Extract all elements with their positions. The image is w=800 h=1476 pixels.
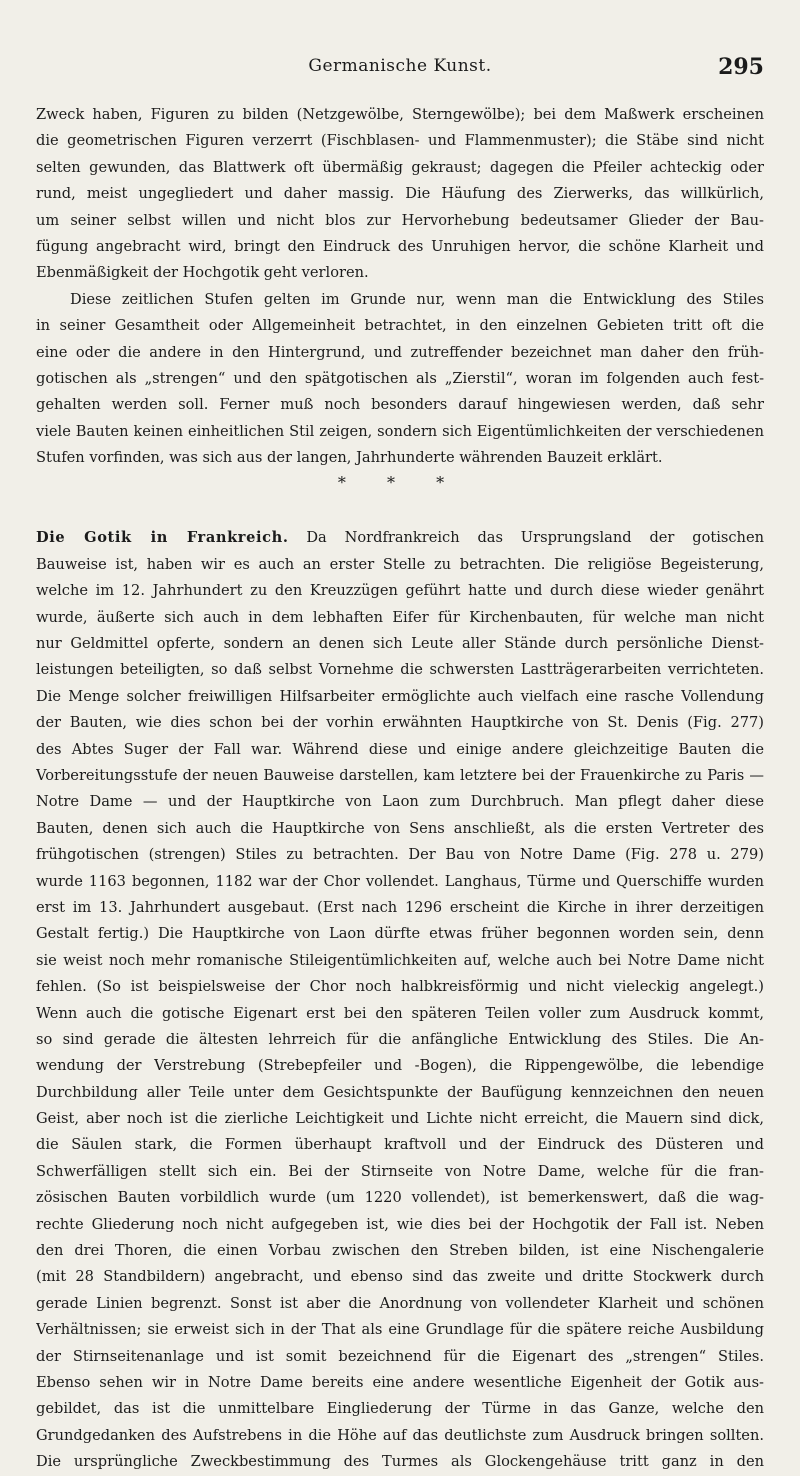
paragraph-3-line: fehlen. (So ist beispielsweise der Chor noch halbkreisförmig und nicht vieleckig angelegt.) (36, 978, 764, 996)
paragraph-2-line: viele Bauten keinen einheitlichen Stil zeigen, sondern sich Eigentümlichkeiten der verschiedenen (36, 422, 764, 440)
section-heading: Die Gotik in Frankreich. (36, 529, 289, 547)
paragraph-1-line: Ebenmäßigkeit der Hochgotik geht verloren. (36, 264, 369, 282)
paragraph-2-line: eine oder die andere in den Hintergrund, und zutreffender bezeichnet man daher den früh- (36, 343, 764, 361)
paragraph-1-line: selten gewunden, das Blattwerk oft übermäßig gekraust; dagegen die Pfeiler achteckig oder (36, 158, 764, 176)
paragraph-3-line: (mit 28 Standbildern) angebracht, und ebenso sind das zweite und dritte Stockwerk durch (36, 1268, 764, 1286)
paragraph-1-line: um seiner selbst willen und nicht blos zur Hervorhebung bedeutsamer Glieder der Bau- (36, 211, 764, 229)
paragraph-3-line: den drei Thoren, die einen Vorbau zwischen den Streben bilden, ist eine Nischengalerie (36, 1242, 764, 1260)
paragraph-3-line: gebildet, das ist die unmittelbare Eingliederung der Türme in das Ganze, welche den (36, 1400, 764, 1418)
page-body (36, 102, 764, 1476)
paragraph-1-line: rund, meist ungegliedert und daher massig. Die Häufung des Zierwerks, das willkürlich, (36, 185, 764, 203)
paragraph-2-line: Diese zeitlichen Stufen gelten im Grunde nur, wenn man die Entwicklung des Stiles (70, 290, 764, 308)
section-separator-gap (36, 471, 764, 525)
paragraph-3-line: zösischen Bauten vorbildlich wurde (um 1220 vollendet), ist bemerkenswert, daß die wag- (36, 1189, 764, 1207)
paragraph-3-line: Die ursprüngliche Zweckbestimmung des Turmes als Glockengehäuse tritt ganz in den (36, 1453, 764, 1471)
paragraph-3-line: nur Geldmittel opferte, sondern an denen sich Leute aller Stände durch persönliche Dienst- (36, 635, 764, 653)
page-number: 295 (718, 54, 764, 80)
paragraph-1-line: fügung angebracht wird, bringt den Eindruck des Unruhigen hervor, die schöne Klarheit und (36, 237, 764, 255)
paragraph-3-line: Die Menge solcher freiwilligen Hilfsarbeiter ermöglichte auch vielfach eine rasche Vollendung (36, 687, 764, 705)
paragraph-3-line: gerade Linien begrenzt. Sonst ist aber die Anordnung von vollendeter Klarheit und schönen (36, 1294, 764, 1312)
paragraph-3 (36, 552, 764, 1476)
paragraph-3-line: wurde, äußerte sich auch in dem lebhaften Eifer für Kirchenbauten, für welche man nicht (36, 608, 764, 626)
paragraph-3-line (36, 525, 764, 551)
paragraph-3-line: des Abtes Suger der Fall war. Während diese und einige andere gleichzeitige Bauten die (36, 740, 764, 758)
paragraph-3-line: wurde 1163 begonnen, 1182 war der Chor vollendet. Langhaus, Türme und Querschiffe wurden (36, 872, 764, 890)
paragraph-1-line: Zweck haben, Figuren zu bilden (Netzgewölbe, Sterngewölbe); bei dem Maßwerk erscheinen (36, 106, 764, 123)
paragraph-3-line: leistungen beteiligten, so daß selbst Vornehme die schwersten Lastträgerarbeiten verrichteten. (36, 661, 764, 679)
paragraph-3-line: erst im 13. Jahrhundert ausgebaut. (Erst nach 1296 erscheint die Kirche in ihrer derzeitigen (36, 898, 764, 916)
paragraph-3-line: rechte Gliederung noch nicht aufgegeben ist, wie dies bei der Hochgotik der Fall ist. Neben (36, 1215, 764, 1233)
paragraph-3-line: der Bauten, wie dies schon bei der vorhin erwähnten Hauptkirche von St. Denis (Fig. 277) (36, 714, 764, 732)
paragraph-3-line: die Säulen stark, die Formen überhaupt kraftvoll und der Eindruck des Düsteren und (36, 1136, 764, 1154)
paragraph-3-line: Verhältnissen; sie erweist sich in der That als eine Grundlage für die spätere reiche Ausbildung (36, 1321, 764, 1339)
paragraph-3-line: frühgotischen (strengen) Stiles zu betrachten. Der Bau von Notre Dame (Fig. 278 u. 279) (36, 846, 764, 864)
paragraph-3-line: Ebenso sehen wir in Notre Dame bereits eine andere wesentliche Eigenheit der Gotik aus- (36, 1373, 764, 1391)
paragraph-2-line: gotischen als „strengen“ und den spätgotischen als „Zierstil“, woran im folgenden auch fest- (36, 369, 764, 387)
paragraph-3-first-line-text: Da Nordfrankreich das Ursprungsland der gotischen (288, 529, 764, 547)
paragraph-3-line: Gestalt fertig.) Die Hauptkirche von Laon dürfte etwas früher begonnen worden sein, denn (36, 925, 764, 943)
paragraph-2 (36, 287, 764, 472)
paragraph-3-line: Wenn auch die gotische Eigenart erst bei den späteren Teilen voller zum Ausdruck kommt, (36, 1004, 764, 1022)
paragraph-3-line: welche im 12. Jahrhundert zu den Kreuzzügen geführt hatte und durch diese wieder genährt (36, 582, 764, 600)
paragraph-3-line: Schwerfälligen stellt sich ein. Bei der Stirnseite von Notre Dame, welche für die fran- (36, 1162, 764, 1180)
paragraph-1 (36, 102, 764, 287)
paragraph-1-line: die geometrischen Figuren verzerrt (Fischblasen- und Flammenmuster); die Stäbe sind nicht (36, 132, 764, 150)
paragraph-3-line: Notre Dame — und der Hauptkirche von Laon zum Durchbruch. Man pflegt daher diese (36, 793, 764, 811)
paragraph-3-line: der Stirnseitenanlage und ist somit bezeichnend für die Eigenart des „strengen“ Stiles. (36, 1347, 764, 1365)
paragraph-2-line: gehalten werden soll. Ferner muß noch besonders darauf hingewiesen werden, daß sehr (36, 396, 764, 414)
paragraph-3-line: so sind gerade die ältesten lehrreich für die anfängliche Entwicklung des Stiles. Die An- (36, 1030, 764, 1048)
paragraph-3-line: Durchbildung aller Teile unter dem Gesichtspunkte der Baufügung kennzeichnen den neuen (36, 1083, 764, 1101)
paragraph-3-line: Bauweise ist, haben wir es auch an erster Stelle zu betrachten. Die religiöse Begeisterung, (36, 555, 764, 573)
paragraph-3-line: Bauten, denen sich auch die Hauptkirche von Sens anschließt, als die ersten Vertreter des (36, 819, 764, 837)
paragraph-3-line: Vorbereitungsstufe der neuen Bauweise darstellen, kam letztere bei der Frauenkirche zu Paris — (36, 766, 764, 784)
page-header (0, 44, 800, 84)
paragraph-2-line: Stufen vorfinden, was sich aus der langen, Jahrhunderte währenden Bauzeit erklärt. (36, 449, 663, 467)
paragraph-3-line: wendung der Verstrebung (Strebepfeiler und -Bogen), die Rippengewölbe, die lebendige (36, 1057, 764, 1075)
paragraph-3-line: Grundgedanken des Aufstrebens in die Höhe auf das deutlichste zum Ausdruck bringen sollten. (36, 1426, 764, 1444)
section-separator: * * * (337, 473, 463, 493)
paragraph-2-line: in seiner Gesamtheit oder Allgemeinheit betrachtet, in den einzelnen Gebieten tritt oft die (36, 317, 764, 335)
running-title: Germanische Kunst. (308, 56, 492, 76)
paragraph-3-line: Geist, aber noch ist die zierliche Leichtigkeit und Lichte nicht erreicht, die Mauern sind dick, (36, 1110, 764, 1128)
paragraph-3-line: sie weist noch mehr romanische Stileigentümlichkeiten auf, welche auch bei Notre Dame nicht (36, 951, 764, 969)
